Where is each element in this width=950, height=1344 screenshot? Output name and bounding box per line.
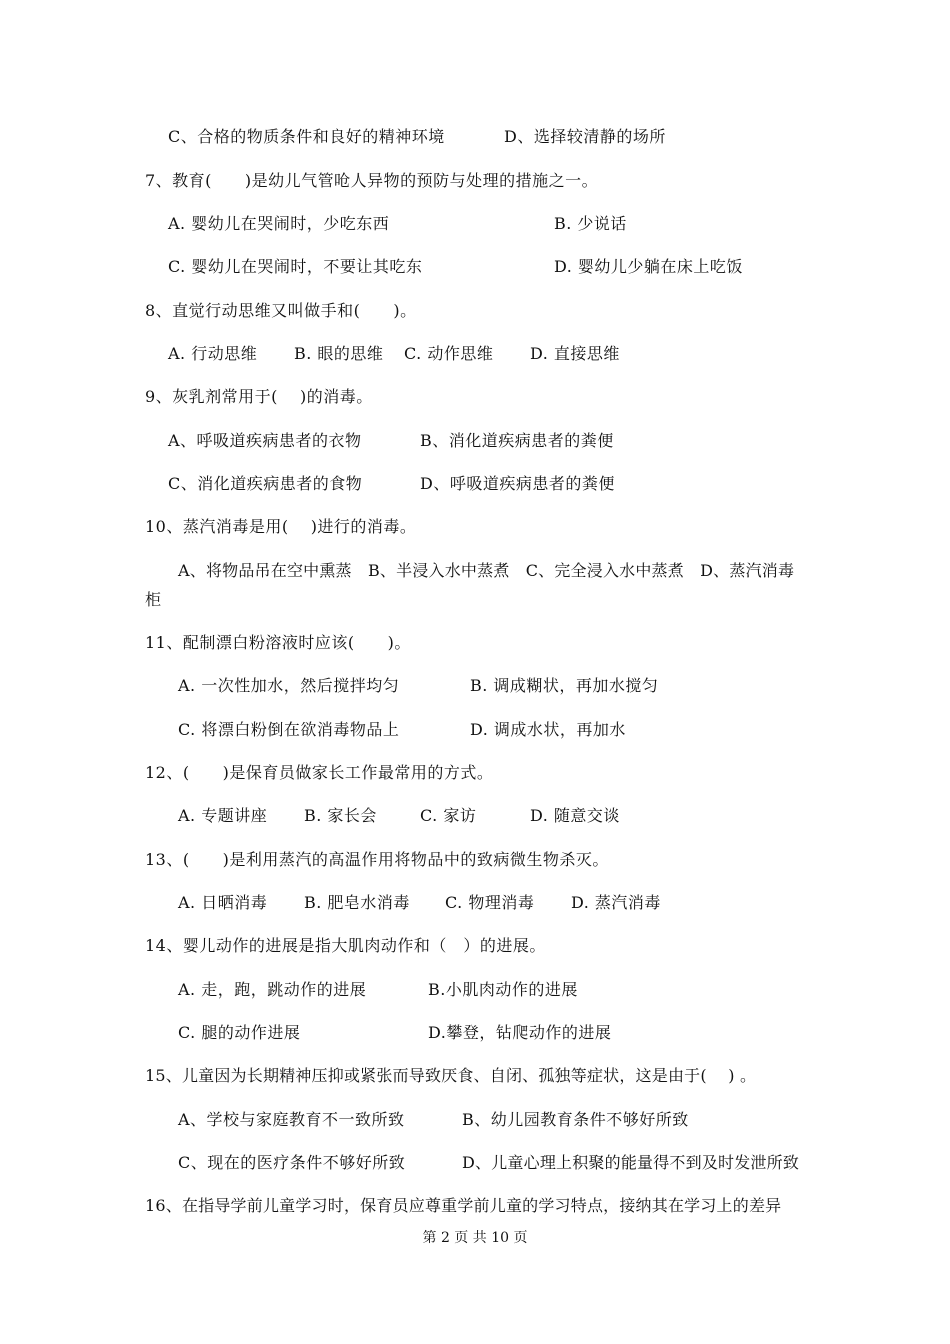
q8-option-a: A. 行动思维 xyxy=(168,344,258,363)
q13-stem: 13、( )是利用蒸汽的高温作用将物品中的致病微生物杀灭。 xyxy=(145,850,609,869)
q6-option-d: D、选择较清静的场所 xyxy=(504,127,666,146)
q7-stem: 7、教育( )是幼儿气管呛人异物的预防与处理的措施之一。 xyxy=(145,171,599,190)
q9-option-c: C、消化道疾病患者的食物 xyxy=(168,474,363,493)
q15-option-d: D、儿童心理上积聚的能量得不到及时发泄所致 xyxy=(462,1153,800,1172)
q13-option-a: A. 日晒消毒 xyxy=(178,893,268,912)
q10-stem: 10、蒸汽消毒是用( )进行的消毒。 xyxy=(145,517,417,536)
q8-option-d: D. 直接思维 xyxy=(530,344,620,363)
q10-options-wrap: 柜 xyxy=(145,590,162,609)
q11-option-b: B. 调成糊状，再加水搅匀 xyxy=(470,676,659,695)
q11-option-c: C. 将漂白粉倒在欲消毒物品上 xyxy=(178,720,400,739)
q7-option-c: C. 婴幼儿在哭闹时，不要让其吃东 xyxy=(168,257,423,276)
q12-option-b: B. 家长会 xyxy=(304,806,377,825)
q14-option-a: A. 走，跑，跳动作的进展 xyxy=(178,980,367,999)
q13-option-b: B. 肥皂水消毒 xyxy=(304,893,410,912)
q11-stem: 11、配制漂白粉溶液时应该( )。 xyxy=(145,633,411,652)
q12-stem: 12、( )是保育员做家长工作最常用的方式。 xyxy=(145,763,494,782)
q14-option-d: D.攀登，钻爬动作的进展 xyxy=(428,1023,612,1042)
q14-option-b: B.小肌肉动作的进展 xyxy=(428,980,578,999)
q6-option-c: C、合格的物质条件和良好的精神环境 xyxy=(168,127,445,146)
q9-stem: 9、灰乳剂常用于( )的消毒。 xyxy=(145,387,373,406)
q10-options: A、将物品吊在空中熏蒸 B、半浸入水中蒸煮 C、完全浸入水中蒸煮 D、蒸汽消毒 xyxy=(178,561,795,580)
q12-option-c: C. 家访 xyxy=(420,806,477,825)
q8-stem: 8、直觉行动思维又叫做手和( )。 xyxy=(145,301,417,320)
q11-option-d: D. 调成水状，再加水 xyxy=(470,720,626,739)
q12-option-a: A. 专题讲座 xyxy=(178,806,268,825)
q15-option-b: B、幼儿园教育条件不够好所致 xyxy=(462,1110,689,1129)
q13-option-c: C. 物理消毒 xyxy=(445,893,535,912)
q8-option-c: C. 动作思维 xyxy=(404,344,494,363)
q13-option-d: D. 蒸汽消毒 xyxy=(571,893,661,912)
q15-option-a: A、学校与家庭教育不一致所致 xyxy=(178,1110,405,1129)
q9-option-b: B、消化道疾病患者的粪便 xyxy=(420,431,614,450)
q14-stem: 14、婴儿动作的进展是指大肌肉动作和（ ）的进展。 xyxy=(145,936,546,955)
q7-option-d: D. 婴幼儿少躺在床上吃饭 xyxy=(554,257,743,276)
q9-option-a: A、呼吸道疾病患者的衣物 xyxy=(168,431,362,450)
q15-option-c: C、现在的医疗条件不够好所致 xyxy=(178,1153,406,1172)
q7-option-b: B. 少说话 xyxy=(554,214,627,233)
q11-option-a: A. 一次性加水，然后搅拌均匀 xyxy=(178,676,400,695)
q16-stem: 16、在指导学前儿童学习时，保育员应尊重学前儿童的学习特点，接纳其在学习上的差异 xyxy=(145,1196,782,1215)
q9-option-d: D、呼吸道疾病患者的粪便 xyxy=(420,474,615,493)
q15-stem: 15、儿童因为长期精神压抑或紧张而导致厌食、自闭、孤独等症状，这是由于( ) 。 xyxy=(145,1066,757,1085)
q14-option-c: C. 腿的动作进展 xyxy=(178,1023,301,1042)
q8-option-b: B. 眼的思维 xyxy=(294,344,384,363)
q7-option-a: A. 婴幼儿在哭闹时，少吃东西 xyxy=(168,214,390,233)
page-footer: 第 2 页 共 10 页 xyxy=(422,1230,528,1246)
q12-option-d: D. 随意交谈 xyxy=(530,806,620,825)
